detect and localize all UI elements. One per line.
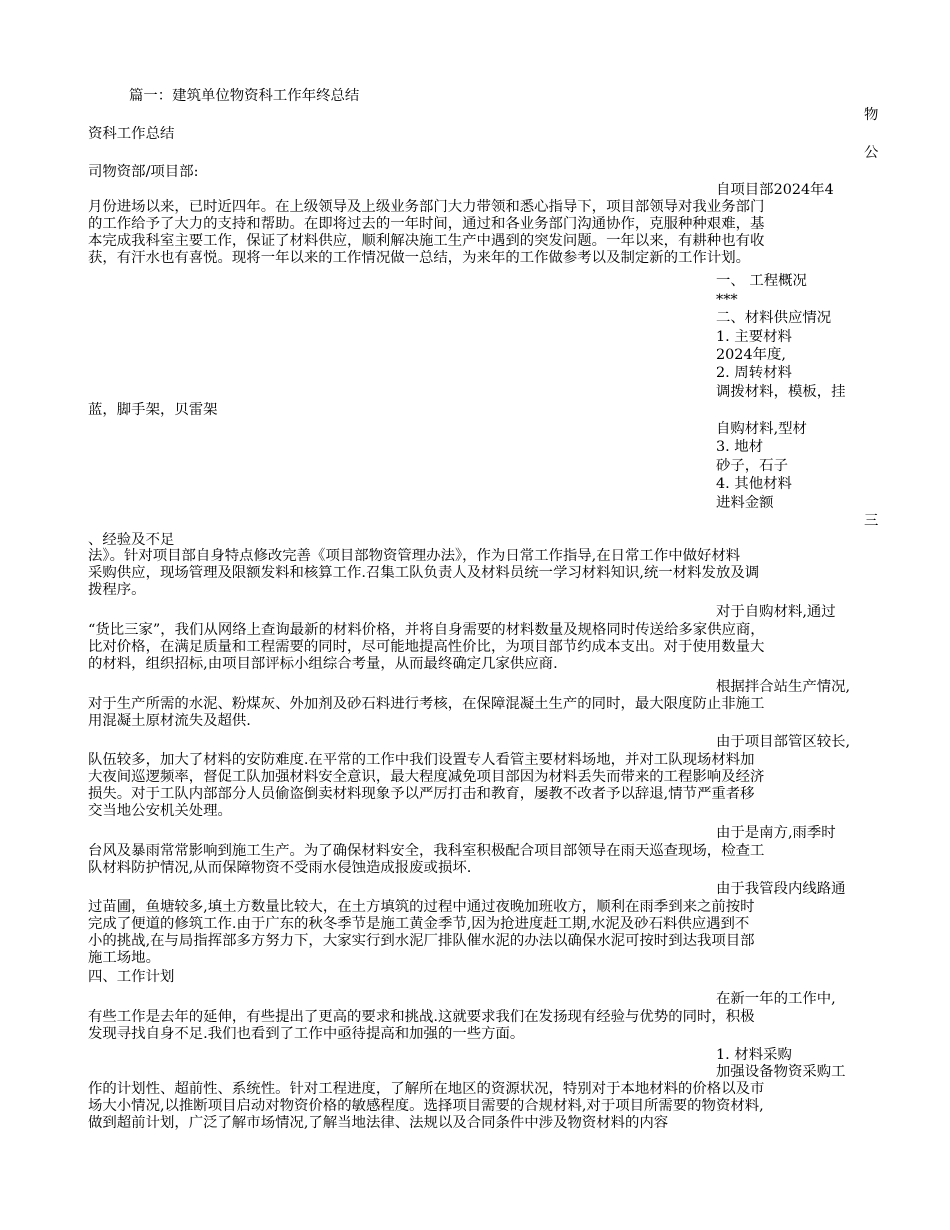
text-line: 小的挑战,在与局指挥部多方努力下，大家实行到水泥厂排队催水泥的办法以确保水泥可按时到达我项目部 [88, 933, 755, 949]
text-line: 1. 材料采购 [716, 1047, 792, 1063]
text-line: 三 [864, 513, 879, 529]
text-line: 采购供应，现场管理及限额发料和核算工作.召集工队负责人及材料员统一学习材料知识,统一材料发放及调 [88, 565, 760, 581]
text-line: 的材料，组织招标,由项目部评标小组综合考量，从而最终确定几家供应商. [88, 656, 558, 672]
text-line: 2. 周转材料 [716, 365, 792, 381]
text-line: 队材料防护情况,从而保障物资不受雨水侵蚀造成报废或损坏. [88, 860, 472, 876]
text-line: 大夜间巡逻频率，督促工队加强材料安全意识，最大程度减免项目部因为材料丢失而带来的工程影响及经济 [88, 769, 765, 785]
text-line: 由于是南方,雨季时 [716, 825, 836, 841]
text-line: 月份进场以来，已时近四年。在上级领导及上级业务部门大力带领和悉心指导下，项目部领导对我业务部门 [88, 199, 765, 215]
text-line: 4. 其他材料 [716, 476, 792, 492]
text-line: 自项目部2024年4 [716, 182, 834, 198]
text-line: 过苗圃，鱼塘较多,填土方数量比较大，在土方填筑的过程中通过夜晚加班收方，顺利在雨季到来之前按时 [88, 899, 755, 915]
document-title: 篇一：建筑单位物资科工作年终总结 [129, 88, 360, 104]
text-line: 有些工作是去年的延伸，有些提出了更高的要求和挑战.这就要求我们在发扬现有经验与优势的同时，积极 [88, 1009, 755, 1025]
text-line: *** [716, 292, 738, 308]
section-heading: 、经验及不足 [88, 532, 175, 548]
text-line: 场大小情况,以推断项目启动对物资价格的敏感程度。选择项目需要的合规材料,对于项目所需要的物资材料, [88, 1098, 764, 1114]
section-heading: 四、工作计划 [88, 969, 175, 985]
text-line: 自购材料,型材 [716, 421, 807, 437]
text-line: 二、材料供应情况 [716, 310, 832, 326]
text-line: 由于项目部管区较长, [716, 734, 851, 750]
text-line: 损失。对于工队内部部分人员偷盗倒卖材料现象予以严厉打击和教育，屡教不改者予以辞退,情节严重者移 [88, 786, 755, 802]
text-line: 加强设备物资采购工 [716, 1064, 846, 1080]
text-line: 获，有汗水也有喜悦。现将一年以来的工作情况做一总结，为来年的工作做参考以及制定新的工作计划。 [88, 250, 750, 266]
text-line: 一、 工程概况 [716, 273, 807, 289]
text-line: 调拨材料，模板，挂 [716, 384, 846, 400]
text-line: 交当地公安机关处理。 [88, 803, 232, 819]
text-line: 进料金额 [716, 495, 774, 511]
text-line: 完成了便道的修筑工作.由于广东的秋冬季节是施工黄金季节,因为抢进度赶工期,水泥及砂石料供应遇到不 [88, 916, 750, 932]
text-line: 公 [864, 145, 879, 161]
text-line: 2024年度, [716, 347, 786, 363]
text-line: 用混凝土原材流失及超供. [88, 713, 251, 729]
text-line: 3. 地材 [716, 439, 764, 455]
text-line: 做到超前计划，广泛了解市场情况,了解当地法律、法规以及合同条件中涉及物资材料的内容 [88, 1115, 669, 1131]
text-line: 资科工作总结 [88, 126, 175, 142]
text-line: 队伍较多，加大了材料的安防难度.在平常的工作中我们设置专人看管主要材料场地，并对工队现场材料加 [88, 752, 755, 768]
text-line: 本完成我科室主要工作，保证了材料供应，顺利解决施工生产中遇到的突发问题。一年以来，有耕种也有收 [88, 233, 765, 249]
text-line: 对于自购材料,通过 [716, 604, 836, 620]
text-line: “货比三家”，我们从网络上查询最新的材料价格，并将自身需要的材料数量及规格同时传送给多家供应商， [88, 622, 765, 638]
text-line: 发现寻找自身不足.我们也看到了工作中亟待提高和加强的一些方面。 [88, 1026, 525, 1042]
text-line: 物 [864, 107, 879, 123]
text-line: 台风及暴雨常常影响到施工生产。为了确保材料安全，我科室积极配合项目部领导在雨天巡查现场，检查工 [88, 843, 765, 859]
text-line: 比对价格，在满足质量和工程需要的同时，尽可能地提高性价比，为项目部节约成本支出。对于使用数量大 [88, 639, 765, 655]
text-line: 蓝，脚手架，贝雷架 [88, 402, 218, 418]
text-line: 司物资部/项目部: [88, 164, 199, 180]
text-line: 法》。针对项目部自身特点修改完善《项目部物资管理办法》，作为日常工作指导,在日常工作中做好材料 [88, 548, 741, 564]
text-line: 拨程序。 [88, 582, 146, 598]
text-line: 由于我管段内线路通 [716, 881, 846, 897]
text-line: 在新一年的工作中, [716, 991, 836, 1007]
text-line: 的工作给予了大力的支持和帮助。在即将过去的一年时间，通过和各业务部门沟通协作，克服种种艰难，基 [88, 216, 765, 232]
text-line: 施工场地。 [88, 950, 160, 966]
text-line: 根据拌合站生产情况, [716, 679, 851, 695]
text-line: 对于生产所需的水泥、粉煤灰、外加剂及砂石料进行考核，在保障混凝土生产的同时，最大限度防止非施工 [88, 696, 765, 712]
text-line: 1. 主要材料 [716, 329, 792, 345]
text-line: 作的计划性、超前性、系统性。针对工程进度，了解所在地区的资源状况，特别对于本地材料的价格以及市 [88, 1081, 765, 1097]
text-line: 砂子，石子 [716, 458, 788, 474]
